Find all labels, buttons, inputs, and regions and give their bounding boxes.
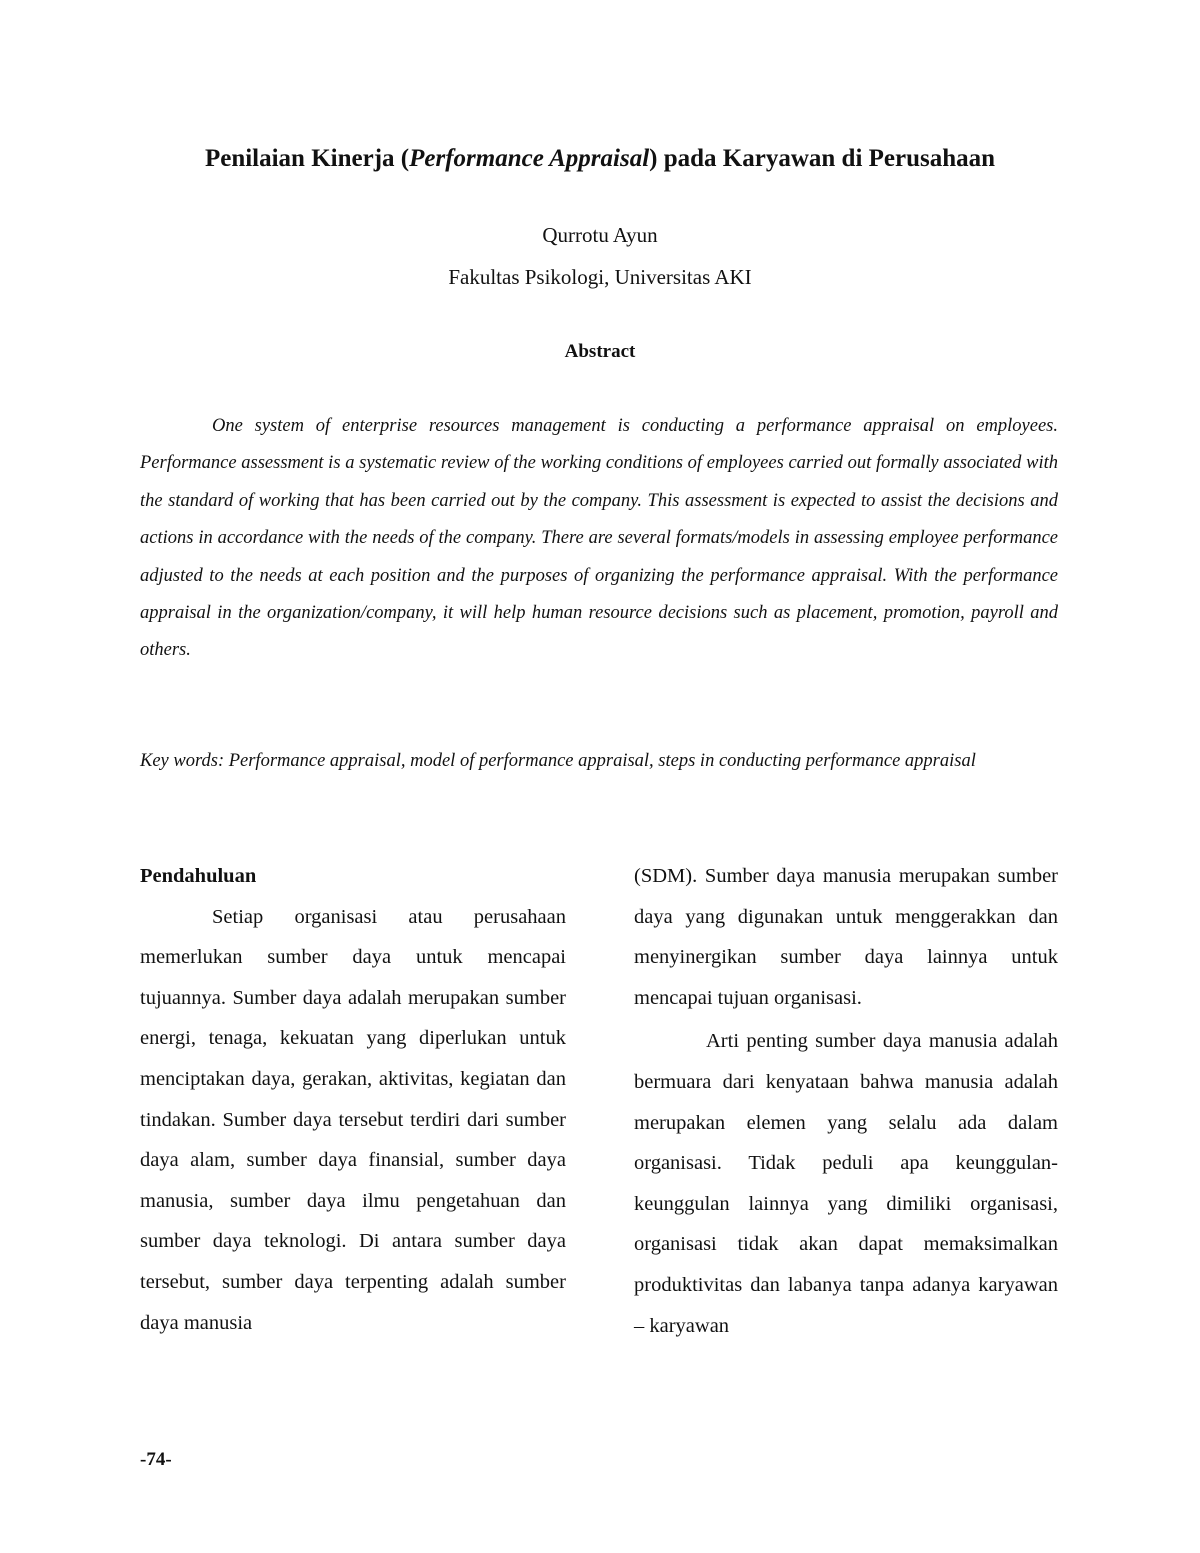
intro-paragraph-right-2: Arti penting sumber daya manusia adalah bermuara dari kenyataan bahwa manusia adalah merupakan elemen yang selalu ada dalam organisasi. Tidak peduli apa keunggulan-keunggulan lainnya yang dimiliki organisasi, organisasi tidak akan dapat memaksimalkan produktivitas dan labanya tanpa adanya karyawan – karyawan [634,1030,1058,1337]
paper-title [100,141,1100,177]
author-name: Qurrotu Ayun [542,223,658,247]
author-affiliation: Fakultas Psikologi, Universitas AKI [448,265,752,289]
title-italic-term: Performance Appraisal [409,145,650,172]
abstract-heading: Abstract [564,341,636,362]
section-heading-pendahuluan: Pendahuluan [140,865,257,887]
right-column [634,856,1058,1346]
page-number: -74- [140,1449,172,1470]
intro-paragraph-left: Setiap organisasi atau perusahaan memerlukan sumber daya untuk mencapai tujuannya. Sumber daya adalah merupakan sumber energi, tenaga, kekuatan yang diperlukan untuk menciptakan daya, gerakan, aktivitas, kegiatan dan tindakan. Sumber daya tersebut terdiri dari sumber daya alam, sumber daya finansial, sumber daya manusia, sumber daya ilmu pengetahuan dan sumber daya teknologi. Di antara sumber daya tersebut, sumber daya terpenting adalah sumber daya manusia [140,905,566,1334]
intro-paragraph-right-1: (SDM). Sumber daya manusia merupakan sumber daya yang digunakan untuk menggerakkan dan menyinergikan sumber daya lainnya untuk mencapai tujuan organisasi. [634,865,1058,1009]
keywords: Key words: Performance appraisal, model of performance appraisal, steps in conducting performance appraisal [140,751,976,771]
abstract-body: One system of enterprise resources management is conducting a performance appraisal on employees. Performance assessment is a systematic review of the working conditions of employees carried out formally associated with the standard of working that has been carried out by the company. This assessment is expected to assist the decisions and actions in accordance with the needs of the company. There are several formats/models in assessing employee performance adjusted to the needs at each position and the purposes of organizing the performance appraisal. With the performance appraisal in the organization/company, it will help human resource decisions such as placement, promotion, payroll and others. [140,416,1058,661]
left-column [140,856,566,1343]
title-part-2: ) pada Karyawan di Perusahaan [649,145,996,172]
title-part-1: Penilaian Kinerja ( [204,145,410,172]
